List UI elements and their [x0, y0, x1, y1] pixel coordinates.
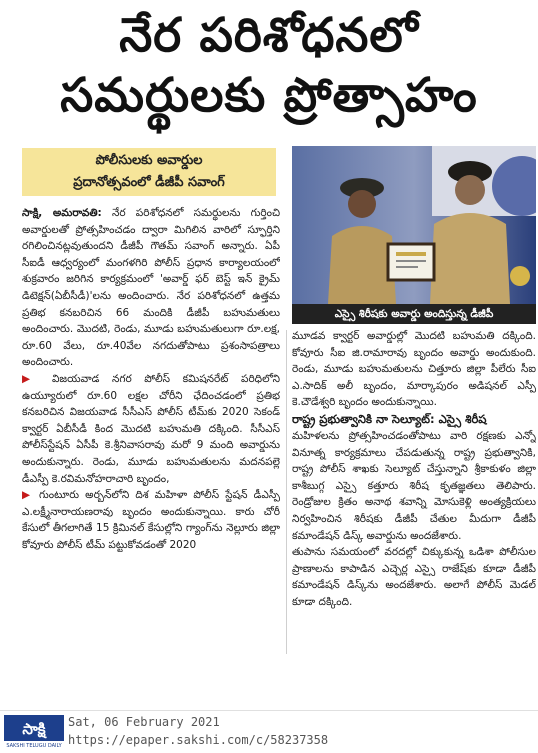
svg-text:సాక్షి: సాక్షి — [22, 720, 46, 738]
article-subheading: రాష్ట్ర ప్రభుత్వానికి నా సెల్యూట్: ఎస్సై శిరీష — [292, 411, 487, 426]
paragraph-text: నేర పరిశోధనలో సమర్థులను గుర్తించి అవార్డులతో ప్రోత్సహించడం ద్వారా మిగిలిన వారిలో స్ఫూర్తిని రగిలించినట్లవుతుందని డీజీపీ గౌతమ్ సవాంగ్ అన్నారు. ఏపీ సీఐడీ ఆధ్వర్యంలో మంగళగిరి పోలీస్ ప్రధాన కార్యాలయంలో శుక్రవారం జరిగిన కార్యక్రమంలో 'అవార్డ్ ఫర్ బెస్ట్ ఇన్ క్రైమ్ డిటెక్షన్(ఏబీసీడీ)'లను అందించారు. నేర పరిశోధనలో ఉత్తమ ప్రతిభ కనబరిచిన 66 మందికి డీజీపీ బహుమతులు అందించారు. మొదటి, రెండు, మూడు బహుమతులుగా రూ.లక్ష, రూ.60 వేలు, రూ.40వేల నగదుతోపాటు ప్రశంసాపత్రాలు అందించారు. — [22, 207, 280, 369]
svg-text:SAKSHI TELUGU DAILY: SAKSHI TELUGU DAILY — [6, 743, 62, 749]
epaper-link[interactable]: https://epaper.sakshi.com/c/58237358 — [68, 733, 329, 747]
article-paragraph — [22, 371, 280, 487]
page-footer — [0, 710, 538, 751]
headline-line-1: నేర పరిశోధనలో — [119, 8, 419, 63]
sakshi-logo — [4, 715, 64, 749]
photo-caption: ఎస్సై శిరీషకు అవార్డు అందిస్తున్న డీజీపీ — [292, 304, 536, 324]
award-ceremony-image — [292, 146, 536, 304]
bullet-icon: ▶ — [22, 489, 33, 502]
headline-line-2: సమర్థులకు ప్రోత్సాహం — [60, 68, 478, 123]
article-paragraph — [22, 205, 280, 371]
column-divider — [286, 330, 287, 654]
subheadline-line-2: ప్రదానోత్సవంలో డీజీపీ సవాంగ్ — [73, 175, 225, 190]
subheadline-line-1: పోలీసులకు అవార్డుల — [95, 153, 203, 168]
bullet-icon: ▶ — [22, 372, 40, 385]
article-paragraph — [22, 487, 280, 553]
award-photo — [292, 146, 536, 304]
edition-date: Sat, 06 February 2021 — [68, 715, 220, 729]
paragraph-text: విజయవాడ నగర పోలీస్ కమిషనరేట్ పరిధిలోని ఉయ్యూరులో రూ.60 లక్షల చోరీని ఛేదించడంలో ప్రతిభ కనబరిచిన విజయవాడ సీసీఎస్ పోలీస్ టీమ్‌కు 2020 సెకండ్ క్వార్టర్ ఏబీసీడీ కింద మొదటి బహుమతి దక్కింది. సీసీఎస్ పోలీస్‌స్టేషన్ ఏసీపీ కె.శ్రీనివాసరావు మరో 9 మంది అవార్డును అందుకున్నారు. రెండు, మూడు బహుమతులను మదనపల్లె డీఎస్పీ కె.రవిమనోహరాచారి బృందం, — [22, 372, 280, 485]
dateline: సాక్షి, అమరావతి: — [22, 207, 102, 219]
article-right-column — [292, 328, 536, 654]
article-left-column — [22, 205, 280, 653]
article-paragraph: మూడవ క్వార్టర్ అవార్డుల్లో మొదటి బహుమతి దక్కింది. కోవూరు సీఐ జి.రామారావు బృందం అవార్డు అందుకుంది. రెండు, మూడు బహుమతులను చిత్తూరు జిల్లా పీలేరు సీఐ ఎ.సాదిక్ అలీ బృందం, మార్కాపురం అడిషనల్ ఎస్పీ కె.చౌడేశ్వరి బృందం అందుకున్నాయి. — [292, 330, 536, 409]
paragraph-text: గుంటూరు అర్బన్‌లోని దిశ మహిళా పోలీస్ స్టేషన్ డీఎస్పీ ఎ.లక్ష్మీనారాయణరావు బృందం అందుకున్నాయి. కారు చోరీ కేసులో తీగలాగితే 15 క్రిమినల్ కేసుల్లోని గ్యాంగ్‌ను నెల్లూరు జిల్లా కోవూరు పోలీస్ టీమ్ పట్టుకోవడంతో 2020 — [22, 489, 280, 551]
article-paragraph: తుపాను సమయంలో వరదల్లో చిక్కుకున్న ఒడిశా పోలీసుల ప్రాణాలను కాపాడిన ఎచ్చెర్ల ఎస్సై రాజేష్‌కు కూడా డీజీపీ కమాండేషన్ డిస్క్‌ను అందజేశారు. అలాగే పోలీస్ మెడల్ కూడా దక్కింది. — [292, 546, 536, 608]
article-paragraph: మహిళలను ప్రోత్సహించడంతోపాటు వారి రక్షణకు ఎన్నో వినూత్న కార్యక్రమాలు చేపడుతున్న రాష్ట్ర ప్రభుత్వానికి, రాష్ట్ర పోలీస్ శాఖకు సెల్యూట్ చేస్తున్నాని శ్రీకాకుళం జిల్లా కాశీబుగ్గ ఎస్సై కత్తూరు శిరీష కృతజ్ఞతలు తెలిపారు. రెండ్రోజుల క్రితం అనాథ శవాన్ని మోసుకెళ్లి అంత్యక్రియలు నిర్వహించిన శిరీషకు డీజీపీ చేతుల మీదుగా డీజీపీ కమాండేషన్ డిస్క్ అవార్డును అందజేశారు. — [292, 429, 536, 542]
subheadline-box — [22, 148, 276, 196]
